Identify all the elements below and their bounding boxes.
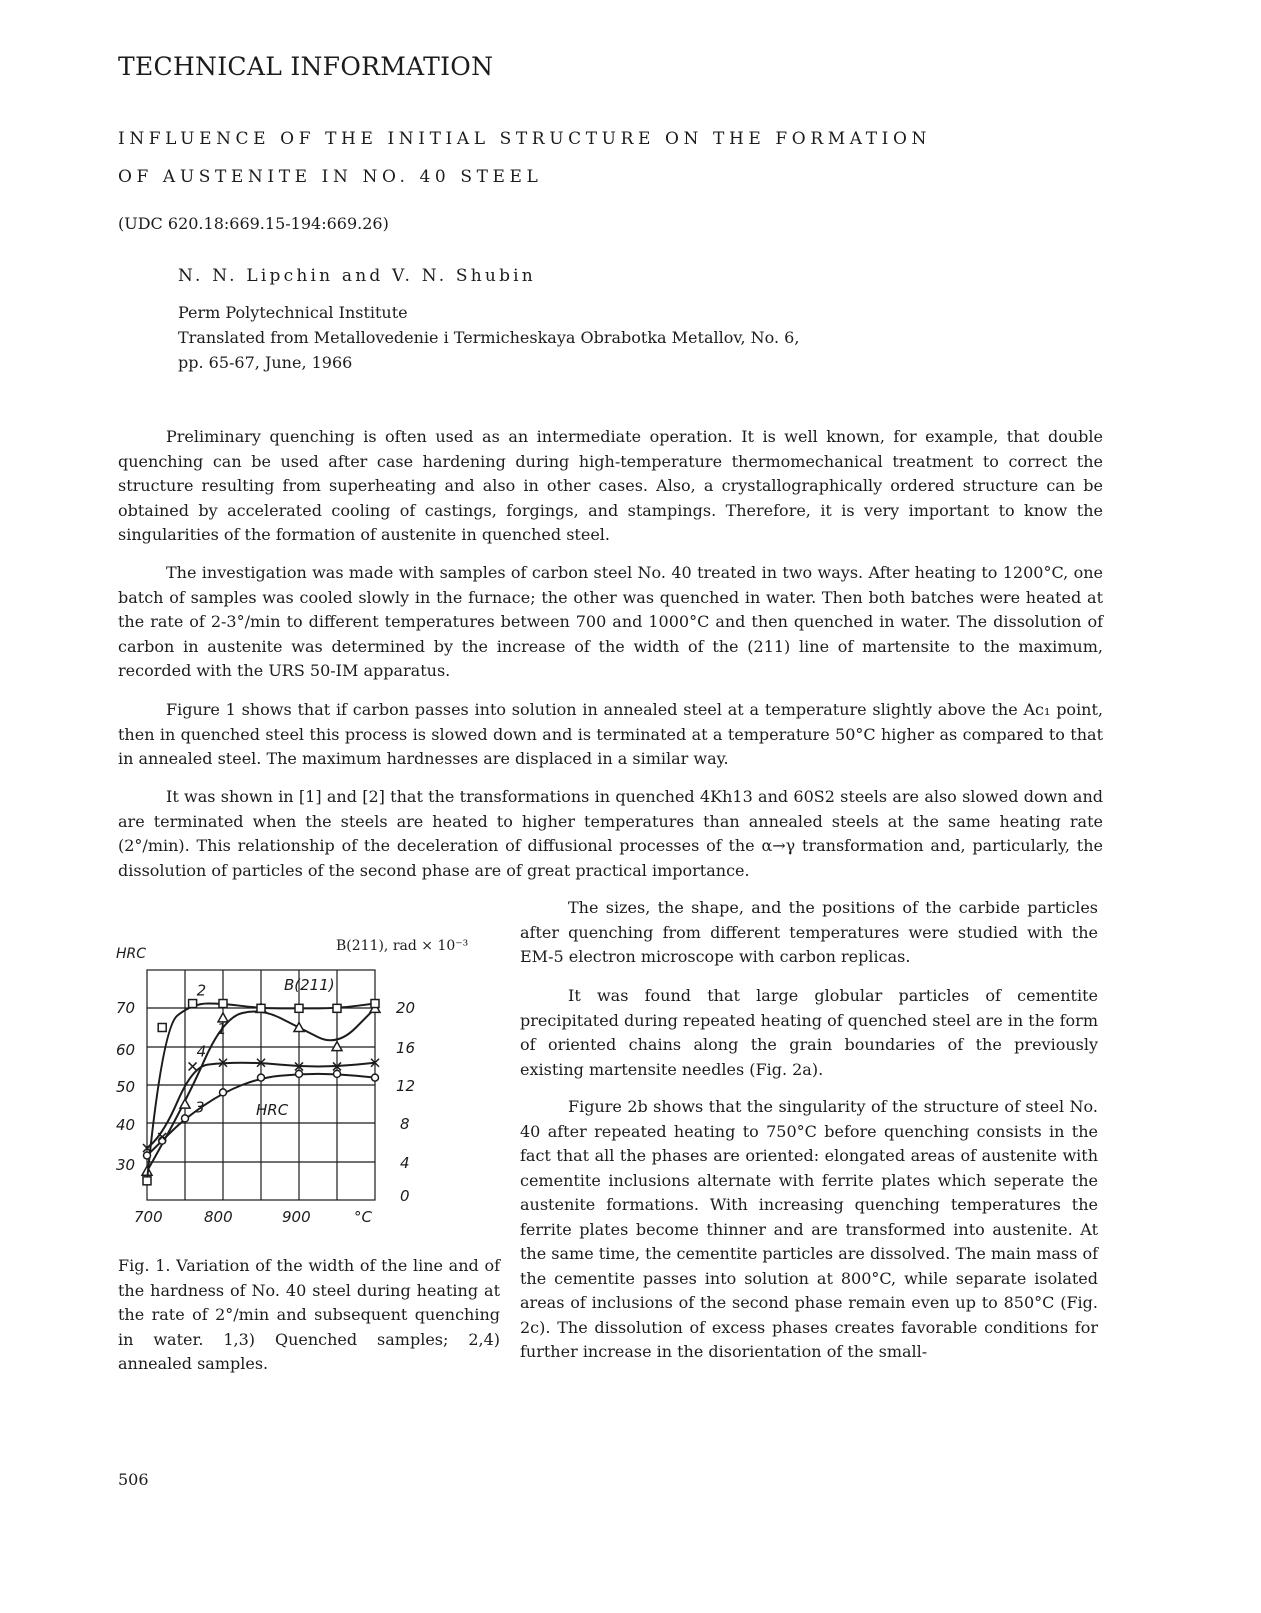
y-right-tick: 12 [396, 1077, 416, 1095]
y-left-tick: 40 [116, 1116, 136, 1134]
series-1-point [332, 1042, 342, 1051]
translation-source: Translated from Metallovedenie i Termicheskaya Obrabotka Metallov, No. 6, [178, 328, 800, 347]
series-label-2: 2 [196, 981, 207, 1000]
series-3-point [159, 1137, 166, 1144]
series-3-point [372, 1074, 379, 1081]
affiliation: Perm Polytechnical Institute [178, 303, 408, 322]
series-3-point [144, 1152, 151, 1159]
y-left-tick: 70 [116, 999, 136, 1017]
series-label-4: 4 [196, 1042, 207, 1061]
x-tick: 700 [134, 1208, 163, 1226]
series-label-1: 1 [217, 1019, 227, 1038]
y-left-tick: 30 [116, 1156, 136, 1174]
series-3-point [296, 1070, 303, 1077]
right-column-paragraph-2: It was found that large globular particles of cementite precipitated during repeated heating of quenched steel are in the form of oriented chains along the grain boundaries of the previously existing martensite needles (Fig. 2a). [520, 986, 1098, 1079]
series-2-point [371, 1000, 379, 1008]
series-3-point [220, 1089, 227, 1096]
y-right-tick: 8 [400, 1115, 410, 1133]
series-3-point [258, 1074, 265, 1081]
series-2-point [189, 1000, 197, 1008]
y-right-tick: 4 [400, 1154, 410, 1172]
translation-pages: pp. 65-67, June, 1966 [178, 353, 353, 372]
paragraph-3: Figure 1 shows that if carbon passes into solution in annealed steel at a temperature slightly above the Ac₁ point, then in quenched steel this process is slowed down and is terminated at a temperature 50°C higher as compared to that in annealed steel. The maximum hardnesses are displaced in a similar way. [118, 700, 1103, 768]
series-4-point [189, 1062, 197, 1070]
series-2-point [143, 1177, 151, 1185]
page-number: 506 [118, 1470, 149, 1489]
x-tick: 800 [204, 1208, 233, 1226]
paragraph-2: The investigation was made with samples of carbon steel No. 40 treated in two ways. After heating to 1200°C, one batch of samples was cooled slowly in the furnace; the other was quenched in water. Then both batches were heated at the rate of 2-3°/min to different temperatures between 700 and 1000°C and then quenched in water. The dissolution of carbon in austenite was determined by the increase of the width of the (211) line of martensite to the maximum, recorded with the URS 50-IM apparatus. [118, 563, 1103, 680]
series-2-point [158, 1024, 166, 1032]
section-heading: TECHNICAL INFORMATION [118, 52, 494, 81]
y-left-tick: 60 [116, 1041, 136, 1059]
figure-caption: Fig. 1. Variation of the width of the line and of the hardness of No. 40 steel during heating at the rate of 2°/min and subsequent quenching in water. 1,3) Quenched samples; 2,4) annealed samples. [118, 1256, 500, 1373]
article-title-line-2: OF AUSTENITE IN NO. 40 STEEL [118, 167, 543, 187]
series-2-point [333, 1004, 341, 1012]
series-3-point [182, 1115, 189, 1122]
series-3-point [334, 1070, 341, 1077]
article-title-line-1: INFLUENCE OF THE INITIAL STRUCTURE ON THE FORMATION [118, 129, 931, 149]
series-2-point [257, 1004, 265, 1012]
figure-1-chart [100, 920, 500, 1240]
right-column-paragraph-1: The sizes, the shape, and the positions of the carbide particles after quenching from different temperatures were studied with the EM-5 electron microscope with carbon replicas. [520, 898, 1098, 966]
paragraph-4: It was shown in [1] and [2] that the transformations in quenched 4Kh13 and 60S2 steels are also slowed down and are terminated when the steels are heated to higher temperatures than annealed steels at the same heating rate (2°/min). This relationship of the deceleration of diffusional processes of the α→γ transformation and, particularly, the dissolution of particles of the second phase are of great practical importance. [118, 787, 1103, 880]
y-left-tick: 50 [116, 1078, 136, 1096]
series-label-3: 3 [195, 1098, 205, 1117]
series-1-point [180, 1099, 190, 1108]
x-tick: 900 [282, 1208, 311, 1226]
y-right-tick: 20 [396, 999, 416, 1017]
udc-code: (UDC 620.18:669.15-194:669.26) [118, 214, 389, 233]
series-2-point [219, 1000, 227, 1008]
annotation-b211: B(211) [284, 976, 335, 994]
series-2-point [295, 1004, 303, 1012]
right-column-paragraph-3: Figure 2b shows that the singularity of the structure of steel No. 40 after repeated heating to 750°C before quenching consists in the fact that all the phases are oriented: elongated areas of austenite with cementite inclusions alternate with ferrite plates which seperate the austenite formations. With increasing quenching temperatures the ferrite plates become thinner and are transformed into austenite. At the same time, the cementite particles are dissolved. The main mass of the cementite passes into solution at 800°C, while separate isolated areas of inclusions of the second phase remain even up to 850°C (Fig. 2c). The dissolution of excess phases creates favorable conditions for further increase in the disorientation of the small- [520, 1097, 1098, 1361]
x-tick: °C [354, 1208, 372, 1226]
annotation-hrc: HRC [256, 1101, 289, 1119]
y-right-tick: 0 [400, 1187, 410, 1205]
paragraph-1: Preliminary quenching is often used as an intermediate operation. It is well known, for example, that double quenching can be used after case hardening during high-temperature thermomechanical treatment to correct the structure resulting from superheating and also in other cases. Also, a crystallographically ordered structure can be obtained by accelerated cooling of castings, forgings, and stampings. Therefore, it is very important to know the singularities of the formation of austenite in quenched steel. [118, 427, 1103, 544]
y-right-tick: 16 [396, 1039, 416, 1057]
y-left-axis-label: HRC [116, 946, 147, 962]
y-right-axis-label: B(211), rad × 10⁻³ [336, 938, 469, 954]
series-1-point [294, 1023, 304, 1032]
authors: N. N. Lipchin and V. N. Shubin [178, 266, 536, 286]
